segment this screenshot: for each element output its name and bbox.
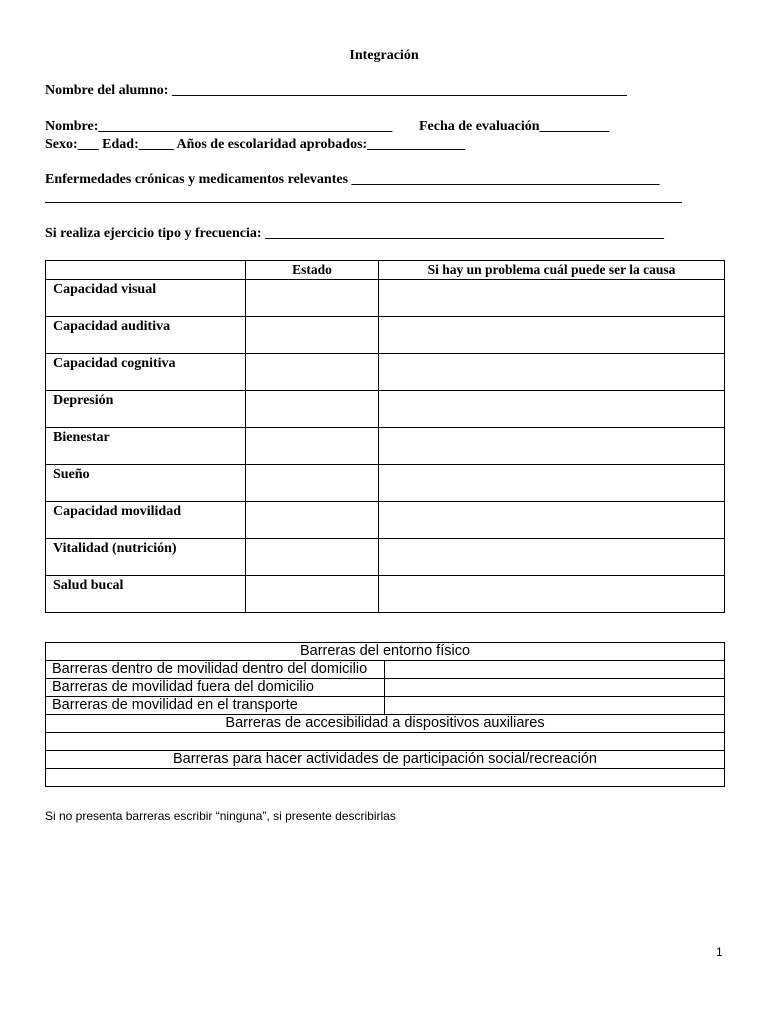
causa-cell[interactable]: [379, 465, 725, 502]
physical-environment-heading: Barreras del entorno físico: [46, 643, 725, 661]
row-label: Capacidad visual: [46, 280, 246, 317]
accessibility-heading: Barreras de accesibilidad a dispositivos auxiliares: [46, 715, 725, 733]
estado-cell[interactable]: [246, 391, 379, 428]
barrier-answer-transport[interactable]: [385, 697, 725, 715]
row-label: Bienestar: [46, 428, 246, 465]
row-label: Sueño: [46, 465, 246, 502]
barrier-answer-outside[interactable]: [385, 679, 725, 697]
barrier-label-home: Barreras dentro de movilidad dentro del domicilio: [46, 661, 385, 679]
table-header-row: [46, 261, 725, 280]
evaluation-date-field[interactable]: Fecha de evaluación__________: [419, 119, 610, 134]
causa-cell[interactable]: [379, 576, 725, 613]
header-blank: [46, 261, 246, 280]
table-row: [46, 502, 725, 539]
estado-cell[interactable]: [246, 428, 379, 465]
estado-cell[interactable]: [246, 317, 379, 354]
row-label: Depresión: [46, 391, 246, 428]
causa-cell[interactable]: [379, 539, 725, 576]
student-name-field[interactable]: Nombre del alumno: _________________________________________________________________: [45, 83, 627, 98]
name-field[interactable]: Nombre:__________________________________________: [45, 119, 393, 134]
table-row: [46, 465, 725, 502]
barrier-label-outside: Barreras de movilidad fuera del domicilio: [46, 679, 385, 697]
causa-cell[interactable]: [379, 391, 725, 428]
barriers-note: Si no presenta barreras escribir “ninguna”, si presente describirlas: [45, 809, 396, 823]
table-row: [46, 280, 725, 317]
table-row: [46, 428, 725, 465]
table-row: [46, 539, 725, 576]
table-row: [46, 576, 725, 613]
barrier-answer-home[interactable]: [385, 661, 725, 679]
table-row: [46, 354, 725, 391]
estado-cell[interactable]: [246, 354, 379, 391]
row-label: Capacidad cognitiva: [46, 354, 246, 391]
chronic-diseases-continuation-line[interactable]: ___________________________________________________________________________________________: [45, 190, 682, 205]
causa-cell[interactable]: [379, 428, 725, 465]
table-row: [46, 317, 725, 354]
participation-answer[interactable]: [46, 769, 725, 787]
participation-heading: Barreras para hacer actividades de participación social/recreación: [46, 751, 725, 769]
chronic-diseases-field[interactable]: Enfermedades crónicas y medicamentos relevantes ____________________________________________: [45, 172, 660, 187]
table-row: [46, 391, 725, 428]
estado-cell[interactable]: [246, 280, 379, 317]
header-causa: Si hay un problema cuál puede ser la causa: [379, 261, 725, 280]
health-assessment-table: [45, 260, 725, 613]
sex-age-schooling-field[interactable]: Sexo:___ Edad:_____ Años de escolaridad aprobados:______________: [45, 137, 466, 152]
row-label: Salud bucal: [46, 576, 246, 613]
document-title: Integración: [349, 48, 419, 63]
estado-cell[interactable]: [246, 465, 379, 502]
page-number: 1: [716, 945, 723, 959]
estado-cell[interactable]: [246, 576, 379, 613]
estado-cell[interactable]: [246, 539, 379, 576]
row-label: Capacidad auditiva: [46, 317, 246, 354]
row-label: Vitalidad (nutrición): [46, 539, 246, 576]
barriers-table: [45, 642, 725, 787]
causa-cell[interactable]: [379, 502, 725, 539]
barrier-label-transport: Barreras de movilidad en el transporte: [46, 697, 385, 715]
table-row: [46, 679, 725, 697]
exercise-field[interactable]: Si realiza ejercicio tipo y frecuencia: _________________________________________________________: [45, 226, 665, 241]
causa-cell[interactable]: [379, 354, 725, 391]
table-row: [46, 697, 725, 715]
row-label: Capacidad movilidad: [46, 502, 246, 539]
estado-cell[interactable]: [246, 502, 379, 539]
header-estado: Estado: [246, 261, 379, 280]
table-row: [46, 661, 725, 679]
causa-cell[interactable]: [379, 280, 725, 317]
accessibility-answer[interactable]: [46, 733, 725, 751]
causa-cell[interactable]: [379, 317, 725, 354]
